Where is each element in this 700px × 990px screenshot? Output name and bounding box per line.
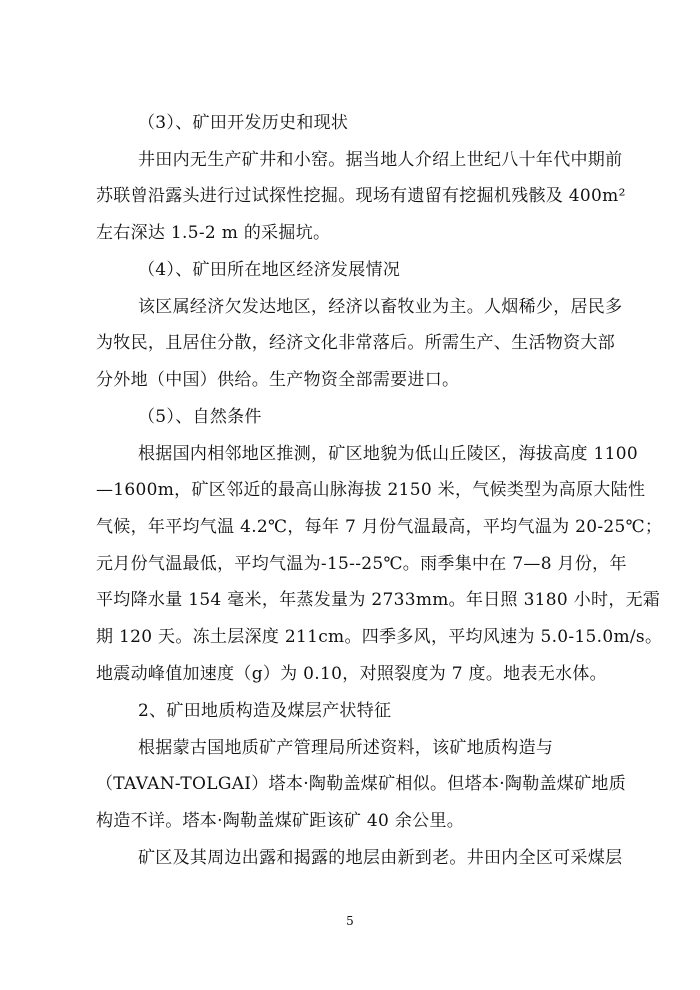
paragraph-line: 元月份气温最低，平均气温为-15--25℃。雨季集中在 7—8 月份，年 <box>96 554 627 574</box>
paragraph-line: —1600m，矿区邻近的最高山脉海拔 2150 米，气候类型为高原大陆性 <box>96 480 646 500</box>
paragraph-line: 为牧民，且居住分散，经济文化非常落后。所需生产、生活物资大部 <box>96 333 615 353</box>
paragraph-line: 根据国内相邻地区推测，矿区地貌为低山丘陵区，海拔高度 1100 <box>138 444 638 464</box>
section-heading-geological-structure: 2、矿田地质构造及煤层产状特征 <box>138 701 392 721</box>
paragraph-line: 气候，年平均气温 4.2℃，每年 7 月份气温最高，平均气温为 20-25℃； <box>96 517 663 537</box>
paragraph-line: 期 120 天。冻土层深度 211cm。四季多风，平均风速为 5.0-15.0m/s。 <box>96 627 663 647</box>
paragraph-line: 构造不详。塔本·陶勒盖煤矿距该矿 40 余公里。 <box>96 811 465 831</box>
paragraph-line: 井田内无生产矿井和小窑。据当地人介绍上世纪八十年代中期前 <box>138 150 623 170</box>
paragraph-line: 根据蒙古国地质矿产管理局所述资料，该矿地质构造与 <box>138 738 554 758</box>
paragraph-line: （TAVAN-TOLGAI）塔本·陶勒盖煤矿相似。但塔本·陶勒盖煤矿地质 <box>96 774 626 794</box>
paragraph-line: 分外地（中国）供给。生产物资全部需要进口。 <box>96 370 460 390</box>
paragraph-line: 该区属经济欠发达地区，经济以畜牧业为主。人烟稀少，居民多 <box>138 297 623 317</box>
paragraph-line: 矿区及其周边出露和揭露的地层由新到老。井田内全区可采煤层 <box>138 848 623 868</box>
paragraph-line: 地震动峰值加速度（g）为 0.10，对照裂度为 7 度。地表无水体。 <box>96 664 607 684</box>
paragraph-line: 苏联曾沿露头进行过试探性挖掘。现场有遗留有挖掘机残骸及 400m² <box>96 186 626 206</box>
page-number: 5 <box>346 914 354 928</box>
paragraph-line: 平均降水量 154 毫米，年蒸发量为 2733mm。年日照 3180 小时，无霜 <box>96 590 661 610</box>
section-heading-natural-conditions: （5）、自然条件 <box>138 407 262 427</box>
paragraph-line: 左右深达 1.5-2 m 的采掘坑。 <box>96 223 331 243</box>
section-heading-economic-development: （4）、矿田所在地区经济发展情况 <box>138 260 401 280</box>
section-heading-mining-history: （3）、矿田开发历史和现状 <box>138 113 349 133</box>
